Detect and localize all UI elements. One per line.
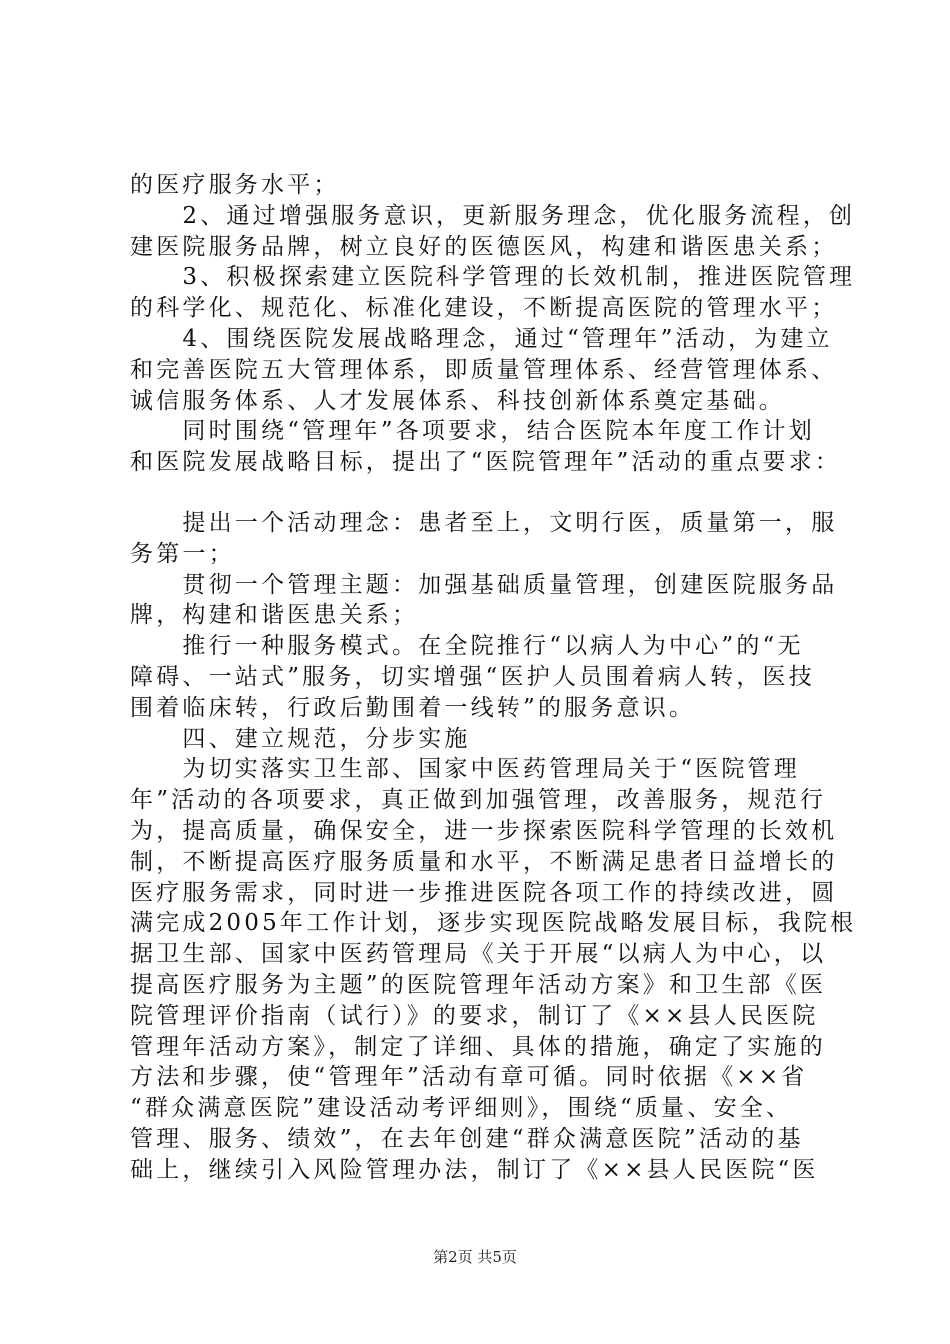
text-line: 满完成2005年工作计划，逐步实现医院战略发展目标，我院根 bbox=[130, 910, 857, 937]
document-body bbox=[130, 170, 857, 1186]
text-line: 医疗服务需求，同时进一步推进医院各项工作的持续改进，圆 bbox=[130, 879, 838, 906]
text-line: “群众满意医院”建设活动考评细则》，围绕“质量、安全、 bbox=[130, 1095, 793, 1122]
text-line: 的科学化、规范化、标准化建设，不断提高医院的管理水平； bbox=[130, 295, 838, 322]
text-line: 牌，构建和谐医患关系； bbox=[130, 602, 419, 629]
text-line: 提高医疗服务为主题”的医院管理年活动方案》和卫生部《医 bbox=[130, 971, 827, 998]
text-line: 提出一个活动理念：患者至上，文明行医，质量第一，服 bbox=[130, 509, 838, 536]
paragraph-gap bbox=[130, 478, 835, 508]
text-line: 务第一； bbox=[130, 540, 235, 567]
text-line: 为切实落实卫生部、国家中医药管理局关于“医院管理 bbox=[130, 756, 800, 783]
text-line: 2、通过增强服务意识，更新服务理念，优化服务流程，创 bbox=[130, 202, 856, 229]
text-line: 础上，继续引入风险管理办法，制订了《××县人民医院“医 bbox=[130, 1156, 819, 1183]
text-line: 诚信服务体系、人才发展体系、科技创新体系奠定基础。 bbox=[130, 387, 785, 414]
text-line: 为，提高质量，确保安全，进一步探索医院科学管理的长效机 bbox=[130, 817, 838, 844]
text-line: 和完善医院五大管理体系，即质量管理体系、经营管理体系、 bbox=[130, 356, 838, 383]
text-line: 院管理评价指南（试行）》的要求，制订了《××县人民医院 bbox=[130, 1002, 819, 1029]
text-line: 4、围绕医院发展战略理念，通过“管理年”活动，为建立 bbox=[130, 325, 833, 352]
text-line: 制，不断提高医疗服务质量和水平，不断满足患者日益增长的 bbox=[130, 848, 838, 875]
text-line: 的医疗服务水平； bbox=[130, 172, 340, 198]
text-line: 管理年活动方案》，制定了详细、具体的措施，确定了实施的 bbox=[130, 1033, 826, 1060]
text-line: 方法和步骤，使“管理年”活动有章可循。同时依据《××省 bbox=[130, 1064, 808, 1091]
page-footer: 第2页 共5页 bbox=[433, 1248, 517, 1266]
text-line: 推行一种服务模式。在全院推行“以病人为中心”的“无 bbox=[130, 633, 804, 660]
text-line: 贯彻一个管理主题：加强基础质量管理，创建医院服务品 bbox=[130, 571, 838, 598]
text-line: 围着临床转，行政后勤围着一线转”的服务意识。 bbox=[130, 694, 696, 721]
text-line: 四、建立规范，分步实施 bbox=[130, 725, 471, 752]
text-line: 年”活动的各项要求，真正做到加强管理，改善服务，规范行 bbox=[130, 787, 827, 814]
text-line: 建医院服务品牌，树立良好的医德医风，构建和谐医患关系； bbox=[130, 233, 838, 260]
text-line: 据卫生部、国家中医药管理局《关于开展“以病人为中心，以 bbox=[130, 941, 827, 968]
text-line: 3、积极探索建立医院科学管理的长效机制，推进医院管理 bbox=[130, 264, 856, 291]
text-line: 障碍、一站式”服务，切实增强“医护人员围着病人转，医技 bbox=[130, 663, 815, 690]
text-line: 和医院发展战略目标，提出了“医院管理年”活动的重点要求： bbox=[130, 449, 842, 476]
text-line: 管理、服务、绩效”，在去年创建“群众满意医院”活动的基 bbox=[130, 1125, 804, 1152]
text-line: 同时围绕“管理年”各项要求，结合医院本年度工作计划 bbox=[130, 418, 815, 445]
